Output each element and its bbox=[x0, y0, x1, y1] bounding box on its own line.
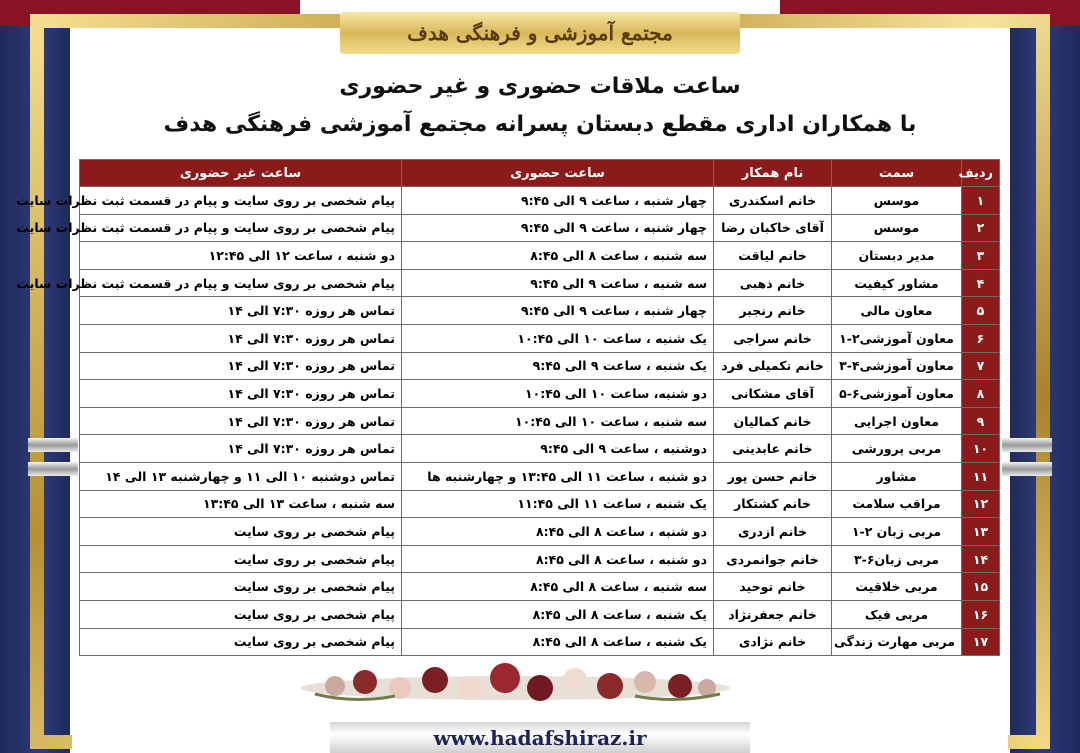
colleague-name-cell: آقای مشکانی bbox=[714, 380, 832, 408]
position-cell: معاون آموزشی۴-۳ bbox=[832, 352, 962, 380]
row-number: ۶ bbox=[962, 324, 1000, 352]
remote-hours-cell: پیام شخصی بر روی سایت و پیام در قسمت ثبت نظرات سایت bbox=[80, 269, 402, 297]
table-row bbox=[80, 269, 1000, 297]
row-number: ۱۰ bbox=[962, 435, 1000, 463]
in-person-hours-cell: چهار شنبه ، ساعت ۹ الی ۹:۴۵ bbox=[402, 187, 714, 215]
footer-website-bar bbox=[330, 722, 750, 753]
colleague-name-cell: خانم کمالیان bbox=[714, 407, 832, 435]
row-number: ۳ bbox=[962, 242, 1000, 270]
page-subtitle: با همکاران اداری مقطع دبستان پسرانه مجتمع آموزشی فرهنگی هدف bbox=[163, 112, 917, 137]
header-remote-hours: ساعت غیر حضوری bbox=[80, 160, 402, 187]
table-row bbox=[80, 324, 1000, 352]
header-position: سمت bbox=[832, 160, 962, 187]
colleague-name-cell: خانم جعفرنژاد bbox=[714, 600, 832, 628]
in-person-hours-cell: سه شنبه ، ساعت ۸ الی ۸:۴۵ bbox=[402, 242, 714, 270]
position-cell: معاون مالی bbox=[832, 297, 962, 325]
right-silver-bar-2 bbox=[1002, 462, 1052, 476]
in-person-hours-cell: سه شنبه ، ساعت ۱۰ الی ۱۰:۴۵ bbox=[402, 407, 714, 435]
colleague-name-cell: خانم سراجی bbox=[714, 324, 832, 352]
row-number: ۱۷ bbox=[962, 628, 1000, 656]
in-person-hours-cell: یک شنبه ، ساعت ۹ الی ۹:۴۵ bbox=[402, 352, 714, 380]
row-number: ۱۵ bbox=[962, 573, 1000, 601]
in-person-hours-cell: یک شنبه ، ساعت ۱۰ الی ۱۰:۴۵ bbox=[402, 324, 714, 352]
header-row-number: ردیف bbox=[962, 160, 1000, 187]
colleague-name-cell: خانم نژادی bbox=[714, 628, 832, 656]
remote-hours-cell: تماس هر روزه ۷:۳۰ الی ۱۴ bbox=[80, 324, 402, 352]
institution-name: مجتمع آموزشی و فرهنگی هدف bbox=[407, 21, 673, 45]
institution-banner bbox=[340, 12, 740, 54]
position-cell: مدیر دبستان bbox=[832, 242, 962, 270]
in-person-hours-cell: دو شنبه ، ساعت ۸ الی ۸:۴۵ bbox=[402, 518, 714, 546]
table-row bbox=[80, 490, 1000, 518]
row-number: ۴ bbox=[962, 269, 1000, 297]
table-row bbox=[80, 628, 1000, 656]
remote-hours-cell: تماس هر روزه ۷:۳۰ الی ۱۴ bbox=[80, 435, 402, 463]
left-silver-bar-2 bbox=[28, 462, 78, 476]
position-cell: موسس bbox=[832, 214, 962, 242]
table-row bbox=[80, 573, 1000, 601]
in-person-hours-cell: یک شنبه ، ساعت ۸ الی ۸:۴۵ bbox=[402, 628, 714, 656]
colleague-name-cell: خانم ازدری bbox=[714, 518, 832, 546]
remote-hours-cell: سه شنبه ، ساعت ۱۳ الی ۱۳:۴۵ bbox=[80, 490, 402, 518]
page-title: ساعت ملاقات حضوری و غیر حضوری bbox=[339, 74, 741, 99]
remote-hours-cell: پیام شخصی بر روی سایت و پیام در قسمت ثبت نظرات سایت bbox=[80, 214, 402, 242]
remote-hours-cell: تماس هر روزه ۷:۳۰ الی ۱۴ bbox=[80, 352, 402, 380]
colleague-name-cell: خانم جوانمردی bbox=[714, 545, 832, 573]
in-person-hours-cell: دو شنبه ، ساعت ۱۱ الی ۱۳:۴۵ و چهارشنبه ها bbox=[402, 462, 714, 490]
remote-hours-cell: پیام شخصی بر روی سایت و پیام در قسمت ثبت نظرات سایت bbox=[80, 187, 402, 215]
in-person-hours-cell: دوشنبه ، ساعت ۹ الی ۹:۴۵ bbox=[402, 435, 714, 463]
table-header-row bbox=[80, 160, 1000, 187]
position-cell: مشاور کیفیت bbox=[832, 269, 962, 297]
row-number: ۱۴ bbox=[962, 545, 1000, 573]
row-number: ۱ bbox=[962, 187, 1000, 215]
remote-hours-cell: تماس دوشنبه ۱۰ الی ۱۱ و چهارشنبه ۱۳ الی ۱۴ bbox=[80, 462, 402, 490]
table-row bbox=[80, 297, 1000, 325]
colleague-name-cell: خانم کشتکار bbox=[714, 490, 832, 518]
position-cell: مربی مهارت زندگی bbox=[832, 628, 962, 656]
position-cell: مربی زبان۶-۳ bbox=[832, 545, 962, 573]
table-row bbox=[80, 187, 1000, 215]
remote-hours-cell: تماس هر روزه ۷:۳۰ الی ۱۴ bbox=[80, 380, 402, 408]
row-number: ۵ bbox=[962, 297, 1000, 325]
colleague-name-cell: آقای خاکبان رضا bbox=[714, 214, 832, 242]
flower-bouquet-icon bbox=[295, 658, 735, 710]
row-number: ۸ bbox=[962, 380, 1000, 408]
schedule-table bbox=[16, 159, 1000, 656]
in-person-hours-cell: دو شنبه، ساعت ۱۰ الی ۱۰:۴۵ bbox=[402, 380, 714, 408]
colleague-name-cell: خانم عابدینی bbox=[714, 435, 832, 463]
remote-hours-cell: دو شنبه ، ساعت ۱۲ الی ۱۲:۴۵ bbox=[80, 242, 402, 270]
table-row bbox=[80, 545, 1000, 573]
left-silver-bar bbox=[28, 438, 78, 452]
table-row bbox=[80, 214, 1000, 242]
in-person-hours-cell: چهار شنبه ، ساعت ۹ الی ۹:۴۵ bbox=[402, 214, 714, 242]
position-cell: معاون آموزشی۲-۱ bbox=[832, 324, 962, 352]
header-in-person-hours: ساعت حضوری bbox=[402, 160, 714, 187]
position-cell: مربی پرورشی bbox=[832, 435, 962, 463]
colleague-name-cell: خانم اسکندری bbox=[714, 187, 832, 215]
remote-hours-cell: پیام شخصی بر روی سایت bbox=[80, 545, 402, 573]
row-number: ۱۳ bbox=[962, 518, 1000, 546]
table-row bbox=[80, 462, 1000, 490]
row-number: ۹ bbox=[962, 407, 1000, 435]
position-cell: معاون آموزشی۶-۵ bbox=[832, 380, 962, 408]
colleague-name-cell: خانم حسن پور bbox=[714, 462, 832, 490]
position-cell: معاون اجرایی bbox=[832, 407, 962, 435]
position-cell: موسس bbox=[832, 187, 962, 215]
table-row bbox=[80, 380, 1000, 408]
in-person-hours-cell: دو شنبه ، ساعت ۸ الی ۸:۴۵ bbox=[402, 545, 714, 573]
colleague-name-cell: خانم ذهبی bbox=[714, 269, 832, 297]
remote-hours-cell: تماس هر روزه ۷:۳۰ الی ۱۴ bbox=[80, 407, 402, 435]
colleague-name-cell: خانم توحید bbox=[714, 573, 832, 601]
row-number: ۱۱ bbox=[962, 462, 1000, 490]
in-person-hours-cell: یک شنبه ، ساعت ۱۱ الی ۱۱:۴۵ bbox=[402, 490, 714, 518]
position-cell: مشاور bbox=[832, 462, 962, 490]
colleague-name-cell: خانم رنجبر bbox=[714, 297, 832, 325]
table-row bbox=[80, 242, 1000, 270]
row-number: ۱۶ bbox=[962, 600, 1000, 628]
remote-hours-cell: پیام شخصی بر روی سایت bbox=[80, 573, 402, 601]
table-row bbox=[80, 352, 1000, 380]
row-number: ۷ bbox=[962, 352, 1000, 380]
website-link[interactable]: www.hadafshiraz.ir bbox=[433, 725, 647, 750]
row-number: ۱۲ bbox=[962, 490, 1000, 518]
table-row bbox=[80, 600, 1000, 628]
remote-hours-cell: پیام شخصی بر روی سایت bbox=[80, 518, 402, 546]
in-person-hours-cell: سه شنبه ، ساعت ۸ الی ۸:۴۵ bbox=[402, 573, 714, 601]
in-person-hours-cell: یک شنبه ، ساعت ۸ الی ۸:۴۵ bbox=[402, 600, 714, 628]
remote-hours-cell: پیام شخصی بر روی سایت bbox=[80, 600, 402, 628]
remote-hours-cell: پیام شخصی بر روی سایت bbox=[80, 628, 402, 656]
table-row bbox=[80, 407, 1000, 435]
remote-hours-cell: تماس هر روزه ۷:۳۰ الی ۱۴ bbox=[80, 297, 402, 325]
in-person-hours-cell: چهار شنبه ، ساعت ۹ الی ۹:۴۵ bbox=[402, 297, 714, 325]
right-silver-bar bbox=[1002, 438, 1052, 452]
table-row bbox=[80, 435, 1000, 463]
table-row bbox=[80, 518, 1000, 546]
position-cell: مربی فیک bbox=[832, 600, 962, 628]
row-number: ۲ bbox=[962, 214, 1000, 242]
header-colleague-name: نام همکار bbox=[714, 160, 832, 187]
colleague-name-cell: خانم تکمیلی فرد bbox=[714, 352, 832, 380]
in-person-hours-cell: سه شنبه ، ساعت ۹ الی ۹:۴۵ bbox=[402, 269, 714, 297]
position-cell: مربی خلاقیت bbox=[832, 573, 962, 601]
position-cell: مربی زبان ۲-۱ bbox=[832, 518, 962, 546]
position-cell: مراقب سلامت bbox=[832, 490, 962, 518]
colleague-name-cell: خانم لیاقت bbox=[714, 242, 832, 270]
